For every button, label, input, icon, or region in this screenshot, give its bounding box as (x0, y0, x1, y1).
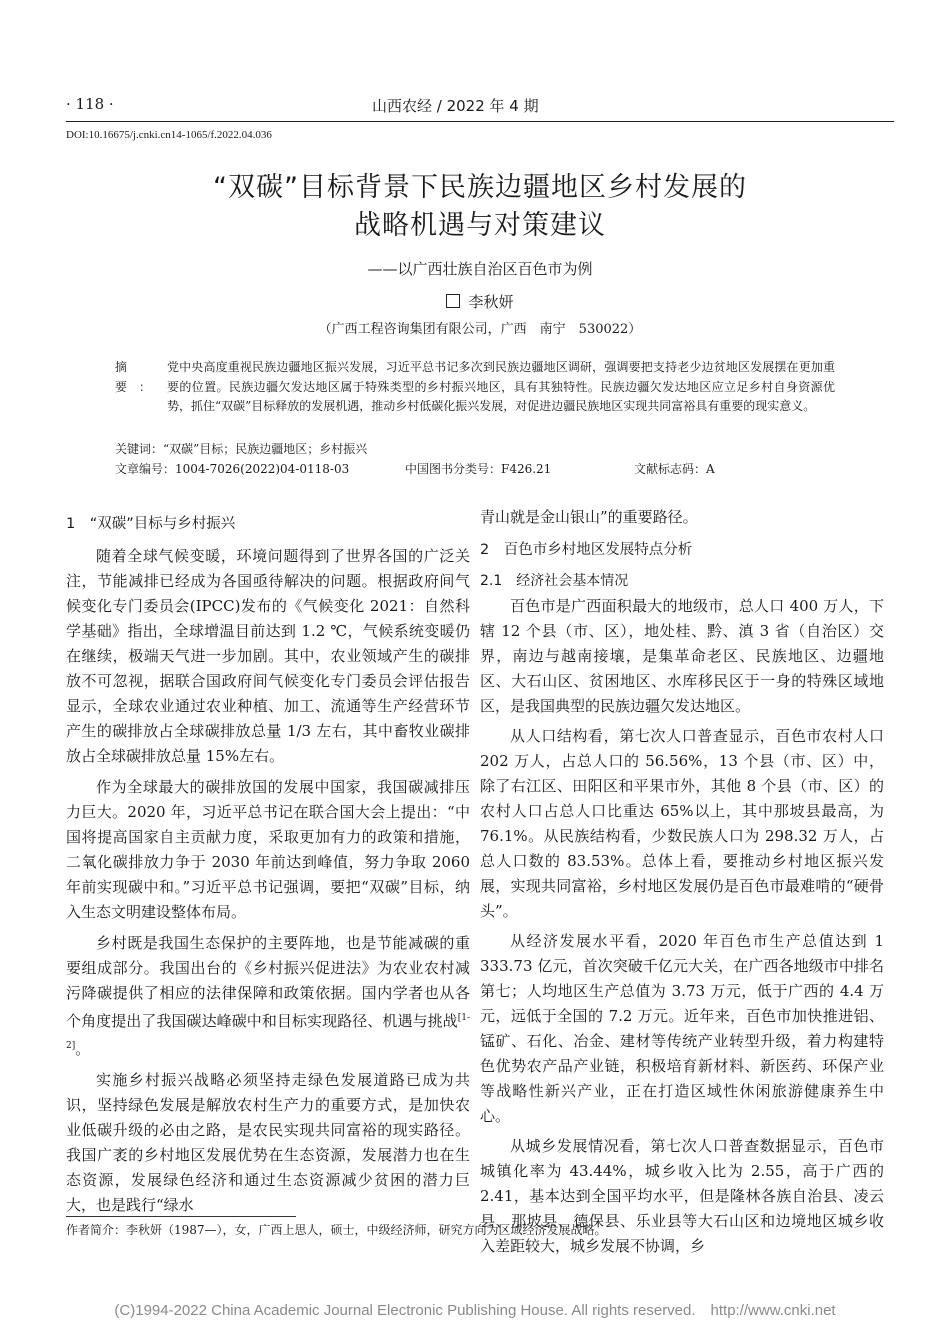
article-subtitle: ——以广西壮族自治区百色市为例 (367, 260, 593, 278)
paragraph-text: 乡村既是我国生态保护的主要阵地，也是节能减碳的重要组成部分。我国出台的《乡村振兴促进法》为农业农村减污降碳提供了相应的法律保障和政策依据。国内学者也从各个角度提出了我国碳达峰碳中和目标实现路径、机遇与挑战 (66, 934, 470, 1030)
article-title-line-2: 战略机遇与对策建议 (354, 210, 606, 241)
paragraph: 随着全球气候变暖，环境问题得到了世界各国的广泛关注，节能减排已经成为各国亟待解决的问题。根据政府间气候变化专门委员会(IPCC)发布的《气候变化 2021：自然科学基础》指出，全球增温目前达到 1.2 ℃，气候系统变暖仍在继续，极端天气进一步加剧。其中，农业领域产生的碳排放不可忽视，据联合国政府间气候变化专门委员会评估报告显示，全球农业通过农业种植、加工、流通等生产经营环节产生的碳排放占全球碳排放总量 1/3 左右，其中畜牧业碳排放占全球碳排放总量 15%左右。 (66, 547, 470, 765)
paragraph: 实施乡村振兴战略必须坚持走绿色发展道路已成为共识，坚持绿色发展是解放农村生产力的重要方式，是加快农业低碳升级的必由之路，是农民实现共同富裕的现实路径。我国广袤的乡村地区发展优势在生态资源，发展潜力也在生态资源，发展绿色经济和通过生态资源减少贫困的潜力巨大，也是践行“绿水 (66, 1071, 470, 1214)
paragraph-end: 。 (75, 1040, 91, 1058)
keywords: 关键词：“双碳”目标；民族边疆地区；乡村振兴 (115, 442, 368, 456)
right-column (480, 505, 884, 1259)
paragraph: 从经济发展水平看，2020 年百色市生产总值达到 1 333.73 亿元，首次突破千亿元大关，在广西各地级市中排名第七；人均地区生产总值为 3.73 万元，低于广西的 4.4 万元，远低于全国的 7.2 万元。近年来，百色市加快推进铝、锰矿、石化、冶金、建材等传统产业转型升级，着力构建特色优势农产品产业链，积极培育新材料、新医药、环保产业等战略性新兴产业，正在打造区域性休闲旅游健康养生中心。 (480, 932, 884, 1125)
abstract-text: 党中央高度重视民族边疆地区振兴发展，习近平总书记多次到民族边疆地区调研，强调要把支持老少边贫地区发展摆在更加重要的位置。民族边疆欠发达地区属于特殊类型的乡村振兴地区，具有其独特性。民族边疆欠发达地区应立足乡村自身资源优势，抓住“双碳”目标释放的发展机遇，推动乡村低碳化振兴发展，对促进边疆民族地区实现共同富裕具有重要的现实意义。 (167, 360, 835, 413)
article-number: 文章编号：1004-7026(2022)04-0118-03 (115, 462, 350, 476)
page-number: · 118 · (66, 95, 114, 113)
header-rule (66, 121, 894, 122)
author (66, 291, 894, 312)
subsection-2-1-heading: 2.1 经济社会基本情况 (480, 573, 629, 589)
clc-number: 中国图书分类号：F426.21 (405, 462, 552, 476)
abstract (115, 358, 835, 417)
author-footnote: 作者简介：李秋妍（1987—），女，广西上思人，硕士，中级经济师，研究方向为区域经济发展战略。 (66, 1223, 607, 1237)
citation-ref: [1-2] (66, 1013, 470, 1051)
footnote-rule (66, 1216, 296, 1217)
abstract-label: 摘要： (115, 360, 164, 394)
article-title-line-1: “双碳”目标背景下民族边疆地区乡村发展的 (213, 172, 747, 203)
section-1-heading: 1 “双碳”目标与乡村振兴 (66, 516, 236, 532)
left-column (66, 512, 470, 1218)
paragraph-continued: 青山就是金山银山”的重要路径。 (480, 508, 698, 526)
paragraph: 从人口结构看，第七次人口普查显示，百色市农村人口 202 万人，占总人口的 56.56%，13 个县（市、区）中，除了右江区、田阳区和平果市外，其他 8 个县（市、区）的农村人口占总人口比重达 65%以上，其中那坡县最高，为 76.1%。从民族结构看，少数民族人口为 298.32 万人，占总人口数的 83.53%。总体上看，要推动乡村地区振兴发展，实现共同富裕，乡村地区发展仍是百色市最难啃的“硬骨头”。 (480, 727, 884, 920)
section-2-heading: 2 百色市乡村地区发展特点分析 (480, 542, 693, 558)
affiliation: （广西工程咨询集团有限公司，广西 南宁 530022） (318, 322, 642, 337)
author-box-icon (446, 294, 460, 308)
document-code: 文献标志码：A (634, 462, 715, 476)
journal-issue: 山西农经 / 2022 年 4 期 (372, 97, 539, 115)
paragraph: 从城乡发展情况看，第七次人口普查数据显示，百色市城镇化率为 43.44%，城乡收入比为 2.55，高于广西的 2.41，基本达到全国平均水平，但是隆林各族自治县、凌云县、那坡县、德保县、乐业县等大石山区和边境地区城乡收入差距较大，城乡发展不协调，乡 (480, 1137, 884, 1255)
paragraph (66, 931, 470, 1062)
copyright-watermark: (C)1994-2022 China Academic Journal Electronic Publishing House. All rights reserved. http://www.cnki.net (114, 1302, 836, 1319)
paragraph: 作为全球最大的碳排放国的发展中国家，我国碳减排压力巨大。2020 年，习近平总书记在联合国大会上提出：“中国将提高国家自主贡献力度，采取更加有力的政策和措施，二氧化碳排放力争于 2030 年前达到峰值，努力争取 2060 年前实现碳中和。”习近平总书记强调，要把“双碳”目标，纳入生态文明建设整体布局。 (66, 778, 470, 921)
doi: DOI:10.16675/j.cnki.cn14-1065/f.2022.04.036 (66, 129, 272, 141)
author-name: 李秋妍 (468, 293, 514, 311)
paragraph: 百色市是广西面积最大的地级市，总人口 400 万人，下辖 12 个县（市、区），地处桂、黔、滇 3 省（自治区）交界，南边与越南接壤，是集革命老区、民族地区、边疆地区、大石山区、贫困地区、水库移民区于一身的特殊区域地区，是我国典型的民族边疆欠发达地区。 (480, 597, 884, 715)
